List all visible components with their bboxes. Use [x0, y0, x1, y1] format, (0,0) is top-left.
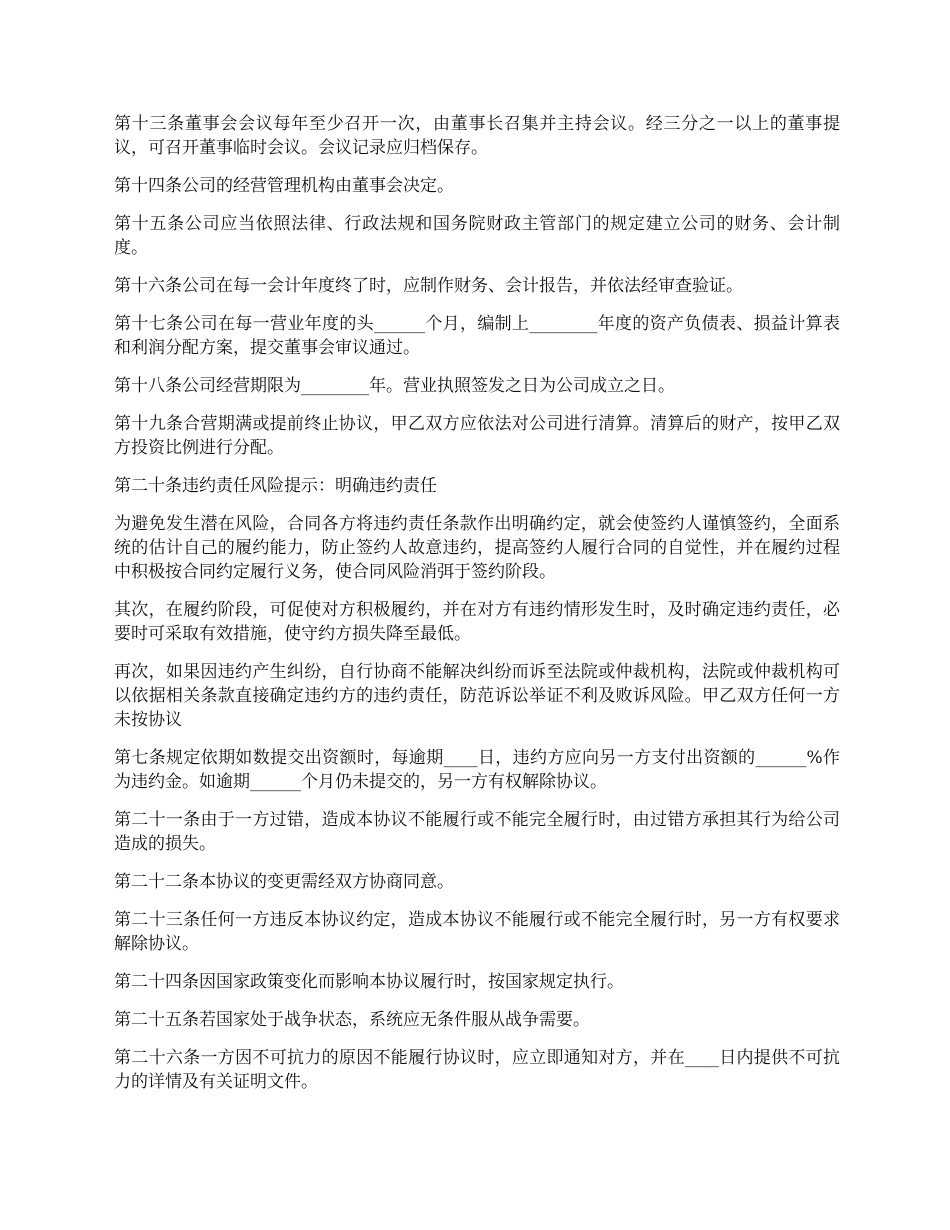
article-14: 第十四条公司的经营管理机构由董事会决定。: [114, 176, 454, 196]
article-23: 第二十三条任何一方违反本协议约定，造成本协议不能履行或不能完全履行时，另一方有权要求解除协议。: [114, 910, 840, 954]
article-19: 第十九条合营期满或提前终止协议，甲乙双方应依法对公司进行清算。清算后的财产，按甲乙双方投资比例进行分配。: [114, 414, 840, 458]
risk-paragraph-2: 其次，在履约阶段，可促使对方积极履约，并在对方有违约情形发生时，及时确定违约责任，必要时可采取有效措施，使守约方损失降至最低。: [114, 600, 840, 644]
document-body: [114, 112, 840, 1108]
article-15: 第十五条公司应当依照法律、行政法规和国务院财政主管部门的规定建立公司的财务、会计制度。: [114, 214, 840, 258]
article-24: 第二十四条因国家政策变化而影响本协议履行时，按国家规定执行。: [114, 972, 624, 992]
article-25: 第二十五条若国家处于战争状态，系统应无条件服从战争需要。: [114, 1010, 590, 1030]
article-7-reference: 第七条规定依期如数提交出资额时，每逾期____日，违约方应向另一方支付出资额的______%作为违约金。如逾期______个月仍未提交的，另一方有权解除协议。: [114, 748, 840, 792]
risk-paragraph-3: 再次，如果因违约产生纠纷，自行协商不能解决纠纷而诉至法院或仲裁机构，法院或仲裁机构可以依据相关条款直接确定违约方的违约责任，防范诉讼举证不利及败诉风险。甲乙双方任何一方未按协议: [114, 662, 840, 730]
risk-paragraph-1: 为避免发生潜在风险，合同各方将违约责任条款作出明确约定，就会使签约人谨慎签约，全面系统的估计自己的履约能力，防止签约人故意违约，提高签约人履行合同的自觉性，并在履约过程中积极按合同约定履行义务，使合同风险消弭于签约阶段。: [114, 514, 840, 582]
article-21: 第二十一条由于一方过错，造成本协议不能履行或不能完全履行时，由过错方承担其行为给公司造成的损失。: [114, 810, 840, 854]
article-22: 第二十二条本协议的变更需经双方协商同意。: [114, 872, 454, 892]
article-17: 第十七条公司在每一营业年度的头______个月，编制上________年度的资产负债表、损益计算表和利润分配方案，提交董事会审议通过。: [114, 314, 840, 358]
article-13: 第十三条董事会会议每年至少召开一次，由董事长召集并主持会议。经三分之一以上的董事提议，可召开董事临时会议。会议记录应归档保存。: [114, 114, 840, 158]
article-18: 第十八条公司经营期限为________年。营业执照签发之日为公司成立之日。: [114, 376, 675, 396]
article-26: 第二十六条一方因不可抗力的原因不能履行协议时，应立即通知对方，并在____日内提供不可抗力的详情及有关证明文件。: [114, 1048, 840, 1092]
article-16: 第十六条公司在每一会计年度终了时，应制作财务、会计报告，并依法经审查验证。: [114, 276, 743, 296]
article-20-heading: 第二十条违约责任风险提示：明确违约责任: [114, 476, 437, 496]
